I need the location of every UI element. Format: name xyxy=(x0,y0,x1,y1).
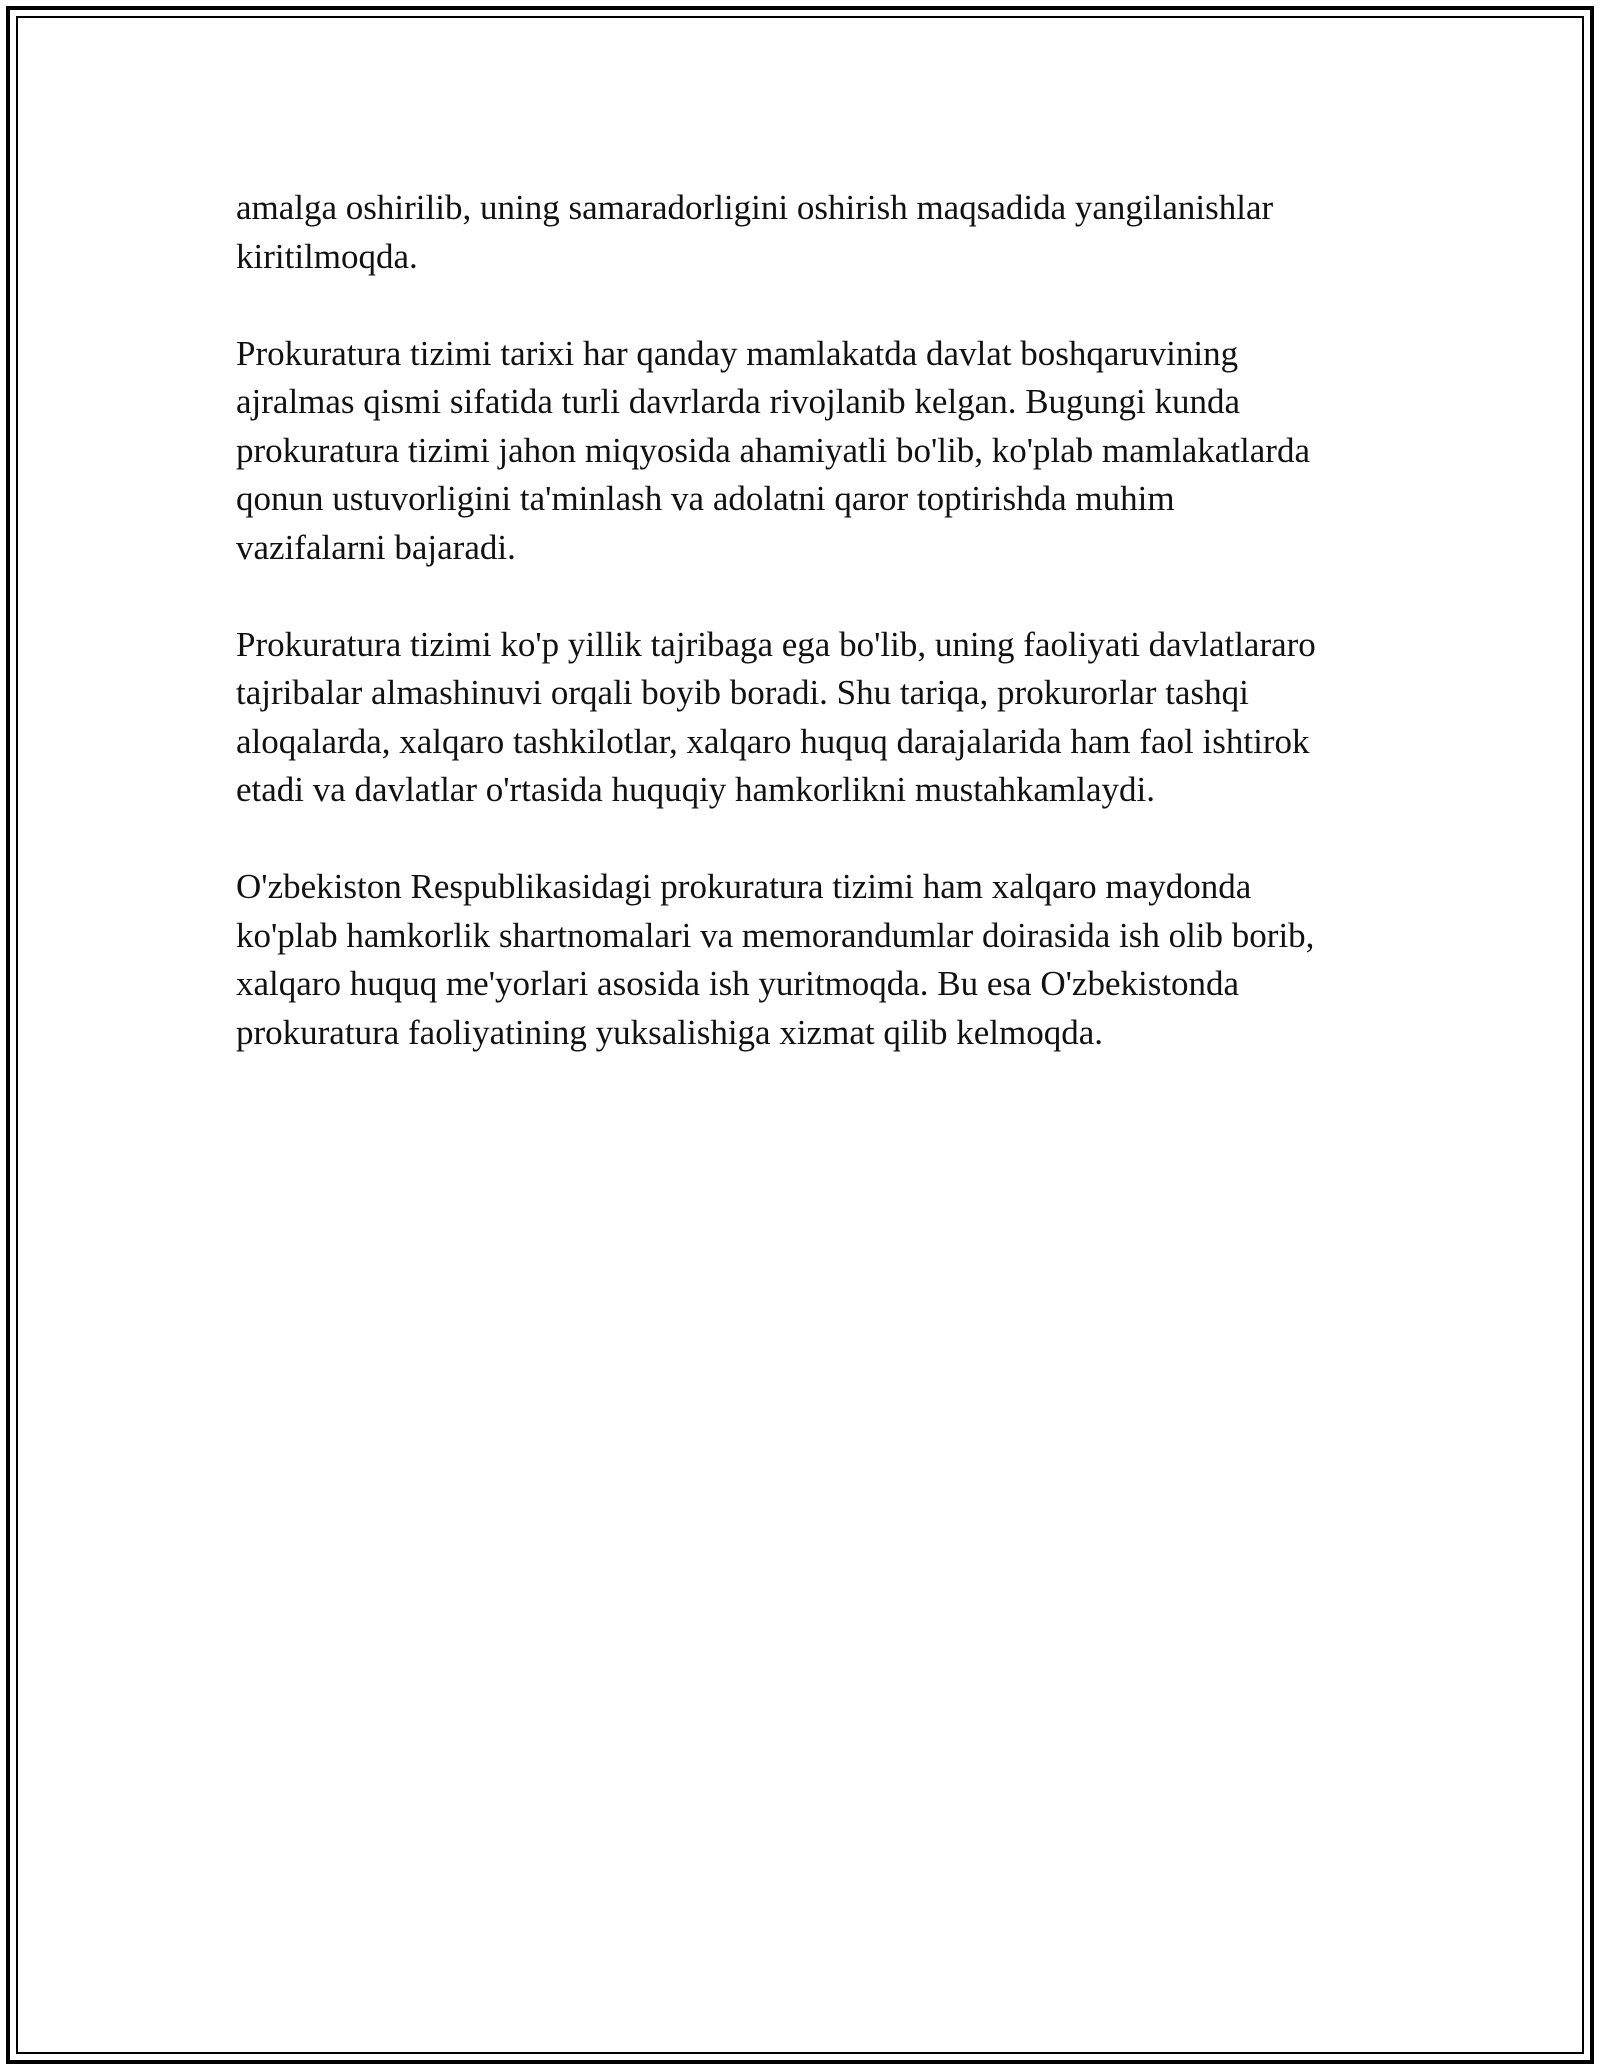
paragraph-1: amalga oshirilib, uning samaradorligini oshirish maqsadida yangilanishlar kiritilmoqda. xyxy=(236,188,1274,276)
paragraph-4: O'zbekiston Respublikasidagi prokuratura tizimi ham xalqaro maydonda ko'plab hamkorlik shartnomalari va memorandumlar doirasida ish olib borib, xalqaro huquq me'yorlari asosida ish yuritmoqda. Bu esa O'zbekistonda prokuratura faoliyatining yuksalishiga xizmat qilib kelmoqda. xyxy=(236,867,1315,1052)
paragraph-2: Prokuratura tizimi tarixi har qanday mamlakatda davlat boshqaruvining ajralmas qismi sifatida turli davrlarda rivojlanib kelgan. Bugungi kunda prokuratura tizimi jahon miqyosida ahamiyatli bo'lib, ko'plab mamlakatlarda qonun ustuvorligini ta'minlash va adolatni qaror toptirishda muhim vazifalarni bajaradi. xyxy=(236,333,1310,567)
document-body xyxy=(236,184,1376,1106)
paragraph-3: Prokuratura tizimi ko'p yillik tajribaga ega bo'lib, uning faoliyati davlatlararo tajribalar almashinuvi orqali boyib boradi. Shu tariqa, prokurorlar tashqi aloqalarda, xalqaro tashkilotlar, xalqaro huquq darajalarida ham faol ishtirok etadi va davlatlar o'rtasida huquqiy hamkorlikni mustahkamlaydi. xyxy=(236,624,1316,809)
